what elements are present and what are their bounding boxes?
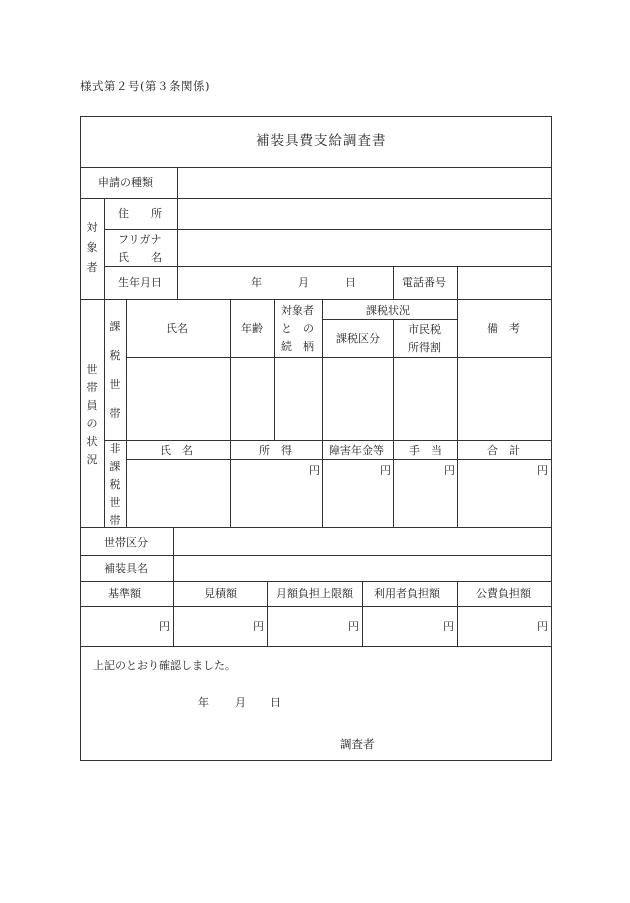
taxed-label-char: 帯 bbox=[109, 407, 121, 420]
taxed-age-header: 年齢 bbox=[241, 322, 263, 335]
relation-header-line1: 対象者 bbox=[281, 304, 314, 317]
city-tax-header-line2: 所得割 bbox=[408, 341, 441, 354]
amount-public-burden-yen: 円 bbox=[537, 620, 548, 633]
device-name-label: 補装具名 bbox=[104, 562, 148, 575]
birth-month-unit: 月 bbox=[298, 276, 309, 289]
income-header: 所 得 bbox=[259, 444, 292, 457]
address-field[interactable] bbox=[178, 199, 551, 229]
relation-header-line2: と の bbox=[281, 322, 314, 335]
amount-header-estimate: 見積額 bbox=[204, 587, 237, 600]
confirm-month-unit: 月 bbox=[235, 696, 246, 709]
amount-header-public-burden: 公費負担額 bbox=[476, 587, 531, 600]
total-header: 合 計 bbox=[487, 444, 520, 457]
investigator-label: 調査者 bbox=[340, 737, 375, 751]
nontaxed-household-entries[interactable] bbox=[127, 460, 551, 527]
application-type-field[interactable] bbox=[178, 168, 551, 198]
nontaxed-label-char: 税 bbox=[109, 478, 121, 491]
amount-standard-yen: 円 bbox=[159, 620, 170, 633]
confirm-day-unit: 日 bbox=[270, 696, 281, 709]
taxed-label-char: 世 bbox=[109, 378, 121, 391]
birth-year-unit: 年 bbox=[251, 276, 262, 289]
household-category-label: 世帯区分 bbox=[104, 536, 148, 549]
taxed-label-char: 税 bbox=[109, 349, 121, 362]
nontaxed-name-header: 氏 名 bbox=[160, 444, 193, 457]
subject-label-char: 象 bbox=[86, 241, 98, 254]
amount-monthly-cap-yen: 円 bbox=[348, 620, 359, 633]
allowance-yen: 円 bbox=[444, 464, 455, 477]
total-yen: 円 bbox=[537, 464, 548, 477]
investigator-signature-field[interactable] bbox=[380, 728, 545, 756]
nontaxed-label-char: 世 bbox=[109, 496, 121, 509]
address-label: 住 所 bbox=[118, 207, 162, 220]
amount-header-monthly-cap: 月額負担上限額 bbox=[276, 587, 353, 600]
tax-category-header: 課税区分 bbox=[336, 332, 380, 345]
form-number: 様式第２号(第３条関係) bbox=[80, 79, 210, 93]
birth-date-label: 生年月日 bbox=[118, 276, 162, 289]
name-field[interactable] bbox=[178, 230, 551, 266]
pension-yen: 円 bbox=[380, 464, 391, 477]
confirm-year-unit: 年 bbox=[198, 696, 209, 709]
nontaxed-label-char: 課 bbox=[109, 460, 121, 473]
pension-header: 障害年金等 bbox=[329, 444, 384, 457]
nontaxed-label-char: 非 bbox=[109, 442, 121, 455]
household-label-char: 状 bbox=[86, 435, 98, 448]
taxed-household-entries[interactable] bbox=[127, 358, 551, 440]
household-label-char: 世 bbox=[86, 363, 98, 376]
subject-label-char: 者 bbox=[86, 261, 98, 274]
tax-status-header: 課税状況 bbox=[366, 304, 410, 317]
household-label-char: 帯 bbox=[86, 381, 98, 394]
phone-field[interactable] bbox=[458, 267, 551, 299]
form-title: 補装具費支給調査書 bbox=[256, 133, 387, 149]
allowance-header: 手 当 bbox=[409, 444, 442, 457]
income-yen: 円 bbox=[309, 464, 320, 477]
amount-fields[interactable] bbox=[81, 607, 551, 646]
household-label-char: 況 bbox=[86, 453, 98, 466]
furigana-label: フリガナ bbox=[118, 233, 162, 246]
confirmation-text: 上記のとおり確認しました。 bbox=[93, 659, 236, 672]
name-label: 氏 名 bbox=[118, 251, 162, 264]
phone-label: 電話番号 bbox=[402, 276, 446, 289]
household-label-char: の bbox=[86, 417, 98, 430]
amount-estimate-yen: 円 bbox=[253, 620, 264, 633]
relation-header-line3: 続 柄 bbox=[281, 340, 314, 353]
city-tax-header-line1: 市民税 bbox=[408, 323, 441, 336]
nontaxed-label-char: 帯 bbox=[109, 514, 121, 527]
amount-header-user-burden: 利用者負担額 bbox=[374, 587, 440, 600]
amount-header-standard: 基準額 bbox=[108, 587, 141, 600]
device-name-field[interactable] bbox=[174, 556, 551, 581]
household-label-char: 員 bbox=[86, 399, 98, 412]
remarks-header: 備 考 bbox=[487, 322, 520, 335]
amount-user-burden-yen: 円 bbox=[443, 620, 454, 633]
taxed-name-header: 氏名 bbox=[166, 322, 188, 335]
household-category-field[interactable] bbox=[174, 528, 551, 555]
application-type-label: 申請の種類 bbox=[98, 176, 153, 189]
taxed-label-char: 課 bbox=[109, 320, 121, 333]
subject-label-char: 対 bbox=[86, 221, 98, 234]
birth-day-unit: 日 bbox=[345, 276, 356, 289]
